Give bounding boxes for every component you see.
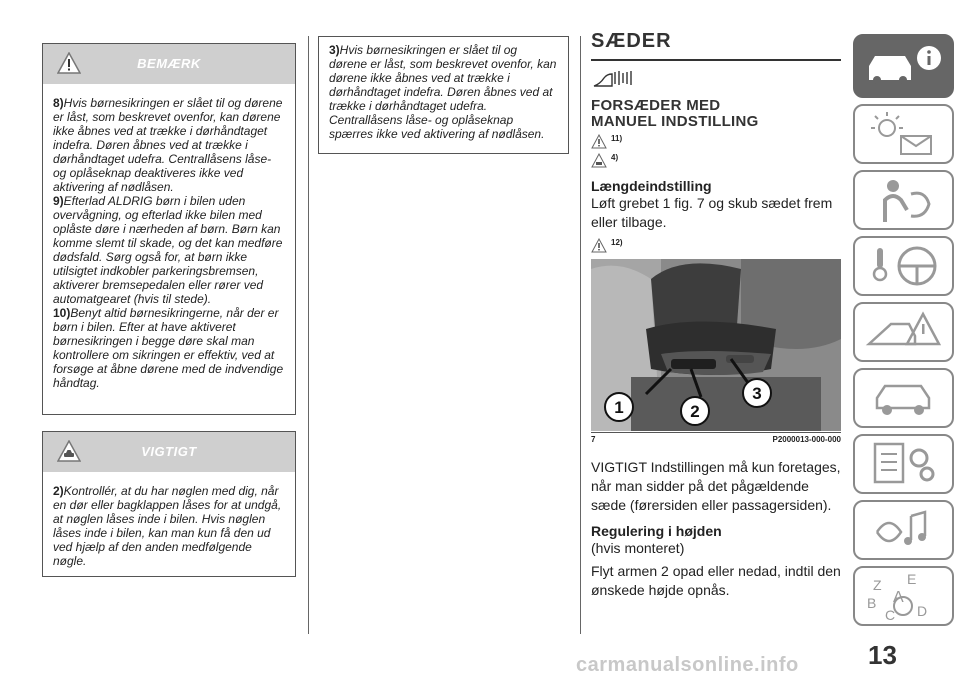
note-item-text: Benyt altid børnesikringerne, når der er børn i bilen. Efter at have aktiveret børnesikringen i begge døre skal man kontrollere om sikringen er effektiv, ved at forsøge at åbne dørene med de indvendige håndtag.	[53, 306, 284, 390]
svg-text:B: B	[867, 595, 877, 611]
column-divider-2	[580, 36, 581, 634]
important-item-text: Kontrollér, at du har nøglen med dig, når en dør eller bagklappen låses for at undgå, at nøglen låses inde i bilen. Hvis nøglen låses inde i bilen, kan man kun få den ud ved hjælp af den anden medfølgende nøgle.	[53, 484, 282, 568]
multimedia-icon	[855, 502, 952, 558]
reference-number: 11)	[611, 134, 623, 143]
height-adjustment-subnote: (hvis monteret)	[591, 540, 685, 556]
seats-section	[591, 30, 841, 600]
warning-reference	[591, 238, 841, 253]
svg-text:E: E	[907, 571, 917, 587]
seat-photo	[591, 259, 841, 431]
callout-2: 2	[690, 402, 700, 421]
note-item-number: 3)	[329, 43, 340, 57]
steering-key-icon	[855, 238, 952, 294]
svg-text:Z: Z	[873, 577, 882, 593]
important-box-header	[43, 432, 295, 472]
note-box-title: BEMÆRK	[137, 56, 201, 71]
warning-reference	[591, 134, 841, 149]
car-service-icon	[855, 370, 952, 426]
car-info-icon	[855, 36, 952, 96]
svg-text:D: D	[917, 603, 928, 619]
height-adjustment-text: Flyt armen 2 opad eller nedad, indtil den ønskede højde opnås.	[591, 563, 841, 598]
svg-text:C: C	[885, 607, 896, 623]
tab-emergency[interactable]	[853, 302, 954, 362]
note-item-number: 9)	[53, 194, 64, 208]
page-number: 13	[868, 640, 897, 670]
continuation-box-body	[319, 37, 568, 151]
tab-technical-data[interactable]	[853, 434, 954, 494]
car-warning-icon	[591, 153, 607, 168]
note-item-number: 10)	[53, 306, 71, 320]
note-box	[42, 43, 296, 415]
note-box-header	[43, 44, 295, 84]
note-item	[329, 43, 558, 141]
svg-text:A: A	[893, 589, 904, 606]
caution-reference	[591, 153, 841, 168]
tab-maintenance[interactable]	[853, 368, 954, 428]
column-divider-1	[308, 36, 309, 634]
tab-lights-messages[interactable]	[853, 104, 954, 164]
height-adjustment-heading: Regulering i højden	[591, 523, 722, 539]
note-item	[53, 306, 285, 390]
warning-icon	[591, 238, 607, 253]
length-adjustment-heading: Længdeindstilling	[591, 178, 712, 194]
tab-starting-driving[interactable]	[853, 236, 954, 296]
subsection-title-line-1: FORSÆDER MED	[591, 97, 721, 114]
important-box	[42, 431, 296, 577]
emergency-icon	[855, 304, 952, 360]
important-note-text: VIGTIGT Indstillingen må kun foretages, når man sidder på det pågældende sæde (førersiden eller passagersiden).	[591, 459, 841, 513]
tab-car-info[interactable]	[853, 34, 954, 98]
figure-caption	[591, 432, 841, 444]
note-item-text: Hvis børnesikringen er slået til og dørene er låst, som beskrevet ovenfor, kan dørene ikke åbnes ved at trække i dørhåndtaget indefra. Døren åbnes ved at trække i dørhåndtaget udefra. Centrallåsens låse- og oplåseknap spærres ikke ved aktivering af nødlåsen.	[329, 43, 557, 141]
seat-illustration	[591, 259, 841, 431]
warning-icon	[591, 134, 607, 149]
watermark: carmanualsonline.info	[576, 654, 799, 676]
section-title-rule	[591, 59, 841, 61]
reference-number: 4)	[611, 153, 619, 162]
length-adjustment-text: Løft grebet 1 fig. 7 og skub sædet frem eller tilbage.	[591, 195, 833, 230]
important-item	[53, 484, 285, 568]
tab-safety[interactable]	[853, 170, 954, 230]
note-item-text: Efterlad ALDRIG børn i bilen uden overvågning, og efterlad ikke bilen med oplåste døre i nærheden af børn. Børn kan komme slemt til skade, og det kan medføre dødsfald. Sørg også for, at børn ikke utilsigtet indkobler parkeringsbremsen, aktiverer bremsepedalen eller rører ved automatgearet (hvis til stede).	[53, 194, 283, 306]
safety-icon	[855, 172, 952, 228]
callout-3: 3	[752, 384, 762, 403]
tab-multimedia[interactable]	[853, 500, 954, 560]
section-title: SÆDER	[591, 30, 672, 52]
reference-number: 12)	[611, 238, 623, 247]
continuation-box	[318, 36, 569, 154]
important-item-number: 2)	[53, 484, 64, 498]
important-box-title: VIGTIGT	[141, 444, 197, 459]
note-item	[53, 96, 285, 194]
subsection-title	[591, 98, 841, 130]
technical-data-icon	[855, 436, 952, 492]
figure-number: 7	[591, 435, 596, 444]
subsection-title-line-2: MANUEL INDSTILLING	[591, 113, 759, 130]
note-item	[53, 194, 285, 306]
tab-index[interactable]	[853, 566, 954, 626]
seat-belt-icon	[591, 67, 639, 89]
note-box-body	[43, 84, 295, 400]
callout-1: 1	[614, 398, 624, 417]
warning-lights-icon	[855, 106, 952, 162]
alphabetical-index-icon	[855, 568, 952, 624]
note-item-text: Hvis børnesikringen er slået til og dørene er låst, som beskrevet ovenfor, kan dørene ikke åbnes ved at trække i dørhåndtaget indefra. Døren åbnes ved at trække i dørhåndtaget udefra. Centrallåsens låse- og oplåseknap deaktiveres ikke ved aktivering af nødlåsen.	[53, 96, 283, 194]
figure-code: P2000013-000-000	[772, 435, 841, 444]
important-box-body	[43, 472, 295, 578]
note-item-number: 8)	[53, 96, 64, 110]
